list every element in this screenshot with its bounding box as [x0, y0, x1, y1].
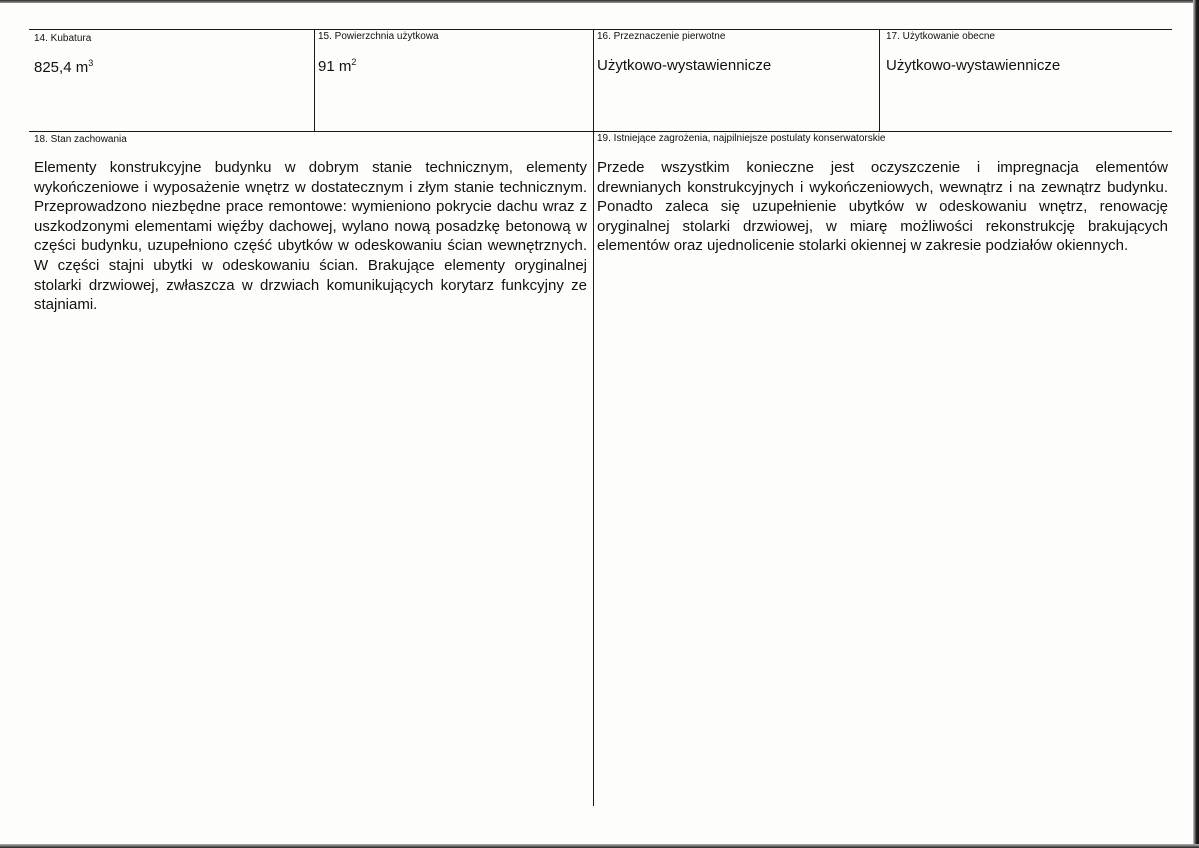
powierzchnia-value: 91 $m^2$	[318, 57, 357, 75]
powierzchnia-unit-exponent: 2	[351, 57, 357, 67]
uzytkowanie-obecne-label: 17. Użytkowanie obecne	[886, 31, 995, 42]
form-top-rule	[29, 29, 1172, 30]
zagrozenia-label: 19. Istniejące zagrożenia, najpilniejsze postulaty konserwatorskie	[597, 133, 886, 144]
stan-zachowania-label: 18. Stan zachowania	[34, 134, 127, 145]
przeznaczenie-pierwotne-label: 16. Przeznaczenie pierwotne	[597, 31, 726, 42]
kubatura-unit-exponent: 3	[88, 58, 94, 68]
stan-zachowania-text: Elementy konstrukcyjne budynku w dobrym stanie technicznym, elementy wykończeniowe i wyposażenie wnętrz w dostatecznym i złym stanie technicznym. Przeprowadzono niezbędne prace remontowe: wymieniono pokrycie dachu wraz z uszkodzonymi elementami więźby dachowej, wylano nową posadzkę betonową w części budynku, uzupełniono część ubytków w odeskowaniu ścian wewnętrznych. W części stajni ubytki w odeskowaniu ścian. Brakujące elementy oryginalnej stolarki drzwiowej, zwłaszcza w drzwiach komunikujących korytarz funkcyjny ze stajniami.	[34, 159, 587, 314]
scan-edge-top	[0, 0, 1199, 3]
kubatura-value: 825,4 $m^3$	[34, 58, 94, 76]
column-divider-2	[593, 29, 594, 806]
przeznaczenie-pierwotne-value: Użytkowo-wystawiennicze	[597, 57, 772, 74]
powierzchnia-label: 15. Powierzchnia użytkowa	[318, 31, 439, 42]
form-middle-rule	[29, 131, 1172, 132]
column-divider-3	[879, 29, 880, 131]
scan-edge-bottom	[0, 844, 1199, 848]
uzytkowanie-obecne-value: Użytkowo-wystawiennicze	[886, 57, 1061, 74]
zagrozenia-text: Przede wszystkim konieczne jest oczyszczenie i impregnacja elementów drewnianych konstrukcyjnych i wykończeniowych, wewnątrz i na zewnątrz budynku. Ponadto zaleca się uzupełnienie ubytków w odeskowaniu wnętrz, renowację oryginalnej stolarki drzwiowej, w miarę możliwości rekonstrukcję brakujących elementów oraz ujednolicenie stolarki okiennej w zakresie podziałów okiennych.	[597, 159, 1168, 255]
scan-edge-right	[1193, 0, 1199, 848]
column-divider-1	[314, 29, 315, 131]
kubatura-label: 14. Kubatura	[34, 33, 92, 44]
